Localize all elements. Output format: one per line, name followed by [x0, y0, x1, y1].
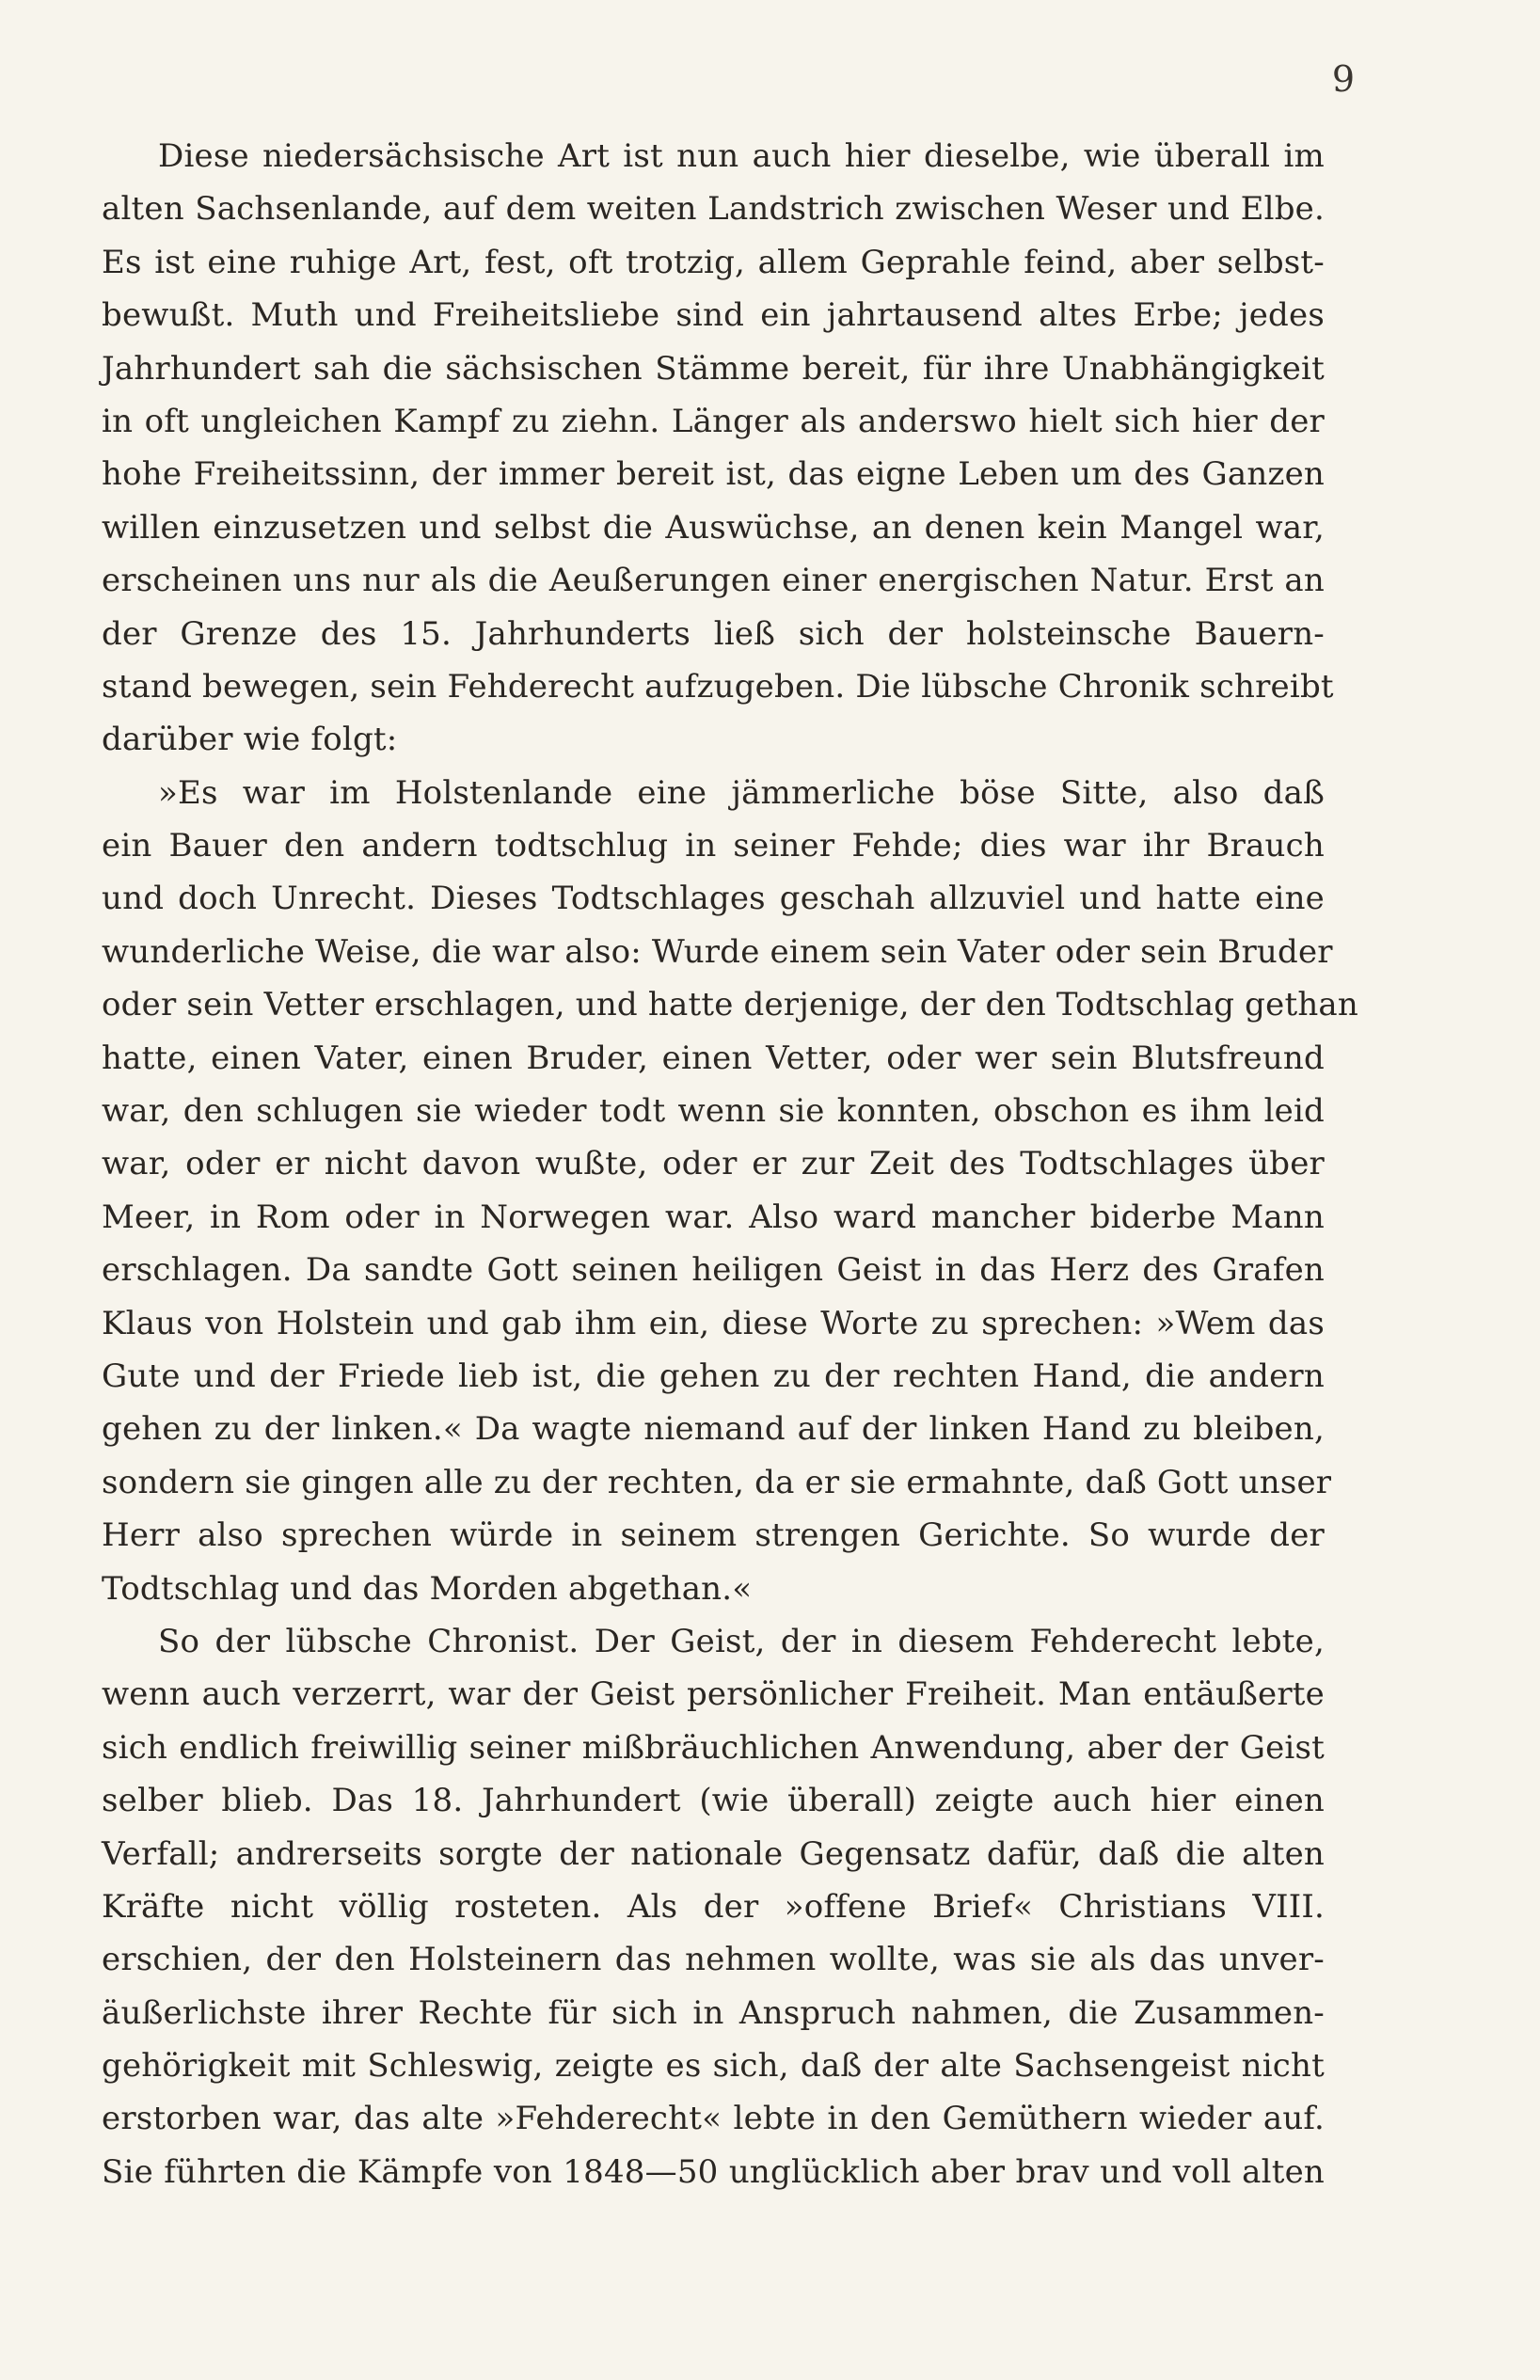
text-line: alten Sachsenlande, auf dem weiten Landstrich zwischen Weser und Elbe. [102, 190, 1325, 229]
text-line: So der lübsche Chronist. Der Geist, der in diesem Fehderecht lebte, [158, 1622, 1325, 1660]
text-line: oder sein Vetter erschlagen, und hatte derjenige, der den Todtschlag gethan [102, 986, 1358, 1024]
text-line: und doch Unrecht. Dieses Todtschlages geschah allzuviel und hatte eine [102, 880, 1325, 918]
text-line: war, den schlugen sie wieder todt wenn sie konnten, obschon es ihm leid [102, 1092, 1325, 1131]
text-line: Meer, in Rom oder in Norwegen war. Also ward mancher biderbe Mann [102, 1198, 1325, 1236]
text-line: darüber wie folgt: [102, 721, 398, 759]
text-line: Diese niedersächsische Art ist nun auch hier dieselbe, wie überall im [158, 137, 1325, 175]
text-line: gehörigkeit mit Schleswig, zeigte es sich, daß der alte Sachsengeist nicht [102, 2047, 1325, 2086]
text-line: Es ist eine ruhige Art, fest, oft trotzig, allem Geprahle feind, aber selbst- [102, 243, 1325, 281]
text-line: in oft ungleichen Kampf zu ziehn. Länger als anderswo hielt sich hier der [102, 402, 1325, 440]
text-line: hohe Freiheitssinn, der immer bereit ist, das eigne Leben um des Ganzen [102, 455, 1325, 494]
text-line: hatte, einen Vater, einen Bruder, einen Vetter, oder wer sein Blutsfreund [102, 1039, 1325, 1077]
text-line: Sie führten die Kämpfe von 1848—50 unglücklich aber brav und voll alten [102, 2152, 1325, 2191]
text-line: äußerlichste ihrer Rechte für sich in Anspruch nahmen, die Zusammen- [102, 1993, 1325, 2032]
text-line: Herr also sprechen würde in seinem strengen Gerichte. So wurde der [102, 1516, 1325, 1555]
text-line: gehen zu der linken.« Da wagte niemand auf der linken Hand zu bleiben, [102, 1410, 1325, 1449]
text-line: der Grenze des 15. Jahrhunderts ließ sich der holsteinsche Bauern- [102, 614, 1325, 653]
text-line: wunderliche Weise, die war also: Wurde einem sein Vater oder sein Bruder [102, 932, 1333, 971]
page-number: 9 [1331, 58, 1355, 100]
text-line: Todtschlag und das Morden abgethan.« [102, 1569, 753, 1608]
text-line: Jahrhundert sah die sächsischen Stämme bereit, für ihre Unabhängigkeit [102, 349, 1325, 388]
text-line: wenn auch verzerrt, war der Geist persönlicher Freiheit. Man entäußerte [102, 1675, 1325, 1714]
text-line: erscheinen uns nur als die Aeußerungen einer energischen Natur. Erst an [102, 562, 1325, 600]
text-line: »Es war im Holstenlande eine jämmerliche böse Sitte, also daß [158, 773, 1325, 812]
text-line: Verfall; andrerseits sorgte der nationale Gegensatz dafür, daß die alten [102, 1834, 1325, 1873]
text-line: sondern sie gingen alle zu der rechten, da er sie ermahnte, daß Gott unser [102, 1463, 1332, 1501]
text-line: ein Bauer den andern todtschlug in seiner Fehde; dies war ihr Brauch [102, 827, 1325, 865]
text-line: war, oder er nicht davon wußte, oder er zur Zeit des Todtschlages über [102, 1145, 1325, 1183]
text-line: sich endlich freiwillig seiner mißbräuchlichen Anwendung, aber der Geist [102, 1728, 1325, 1767]
text-line: bewußt. Muth und Freiheitsliebe sind ein jahrtausend altes Erbe; jedes [102, 296, 1325, 335]
text-line: erstorben war, das alte »Fehderecht« lebte in den Gemüthern wieder auf. [102, 2100, 1325, 2138]
body-text [102, 130, 1358, 2198]
text-line: willen einzusetzen und selbst die Auswüchse, an denen kein Mangel war, [102, 508, 1325, 547]
text-line: Klaus von Holstein und gab ihm ein, diese Worte zu sprechen: »Wem das [102, 1304, 1325, 1342]
text-line: selber blieb. Das 18. Jahrhundert (wie überall) zeigte auch hier einen [102, 1782, 1325, 1820]
text-line: Kräfte nicht völlig rosteten. Als der »offene Brief« Christians VIII. [102, 1887, 1325, 1926]
text-line: stand bewegen, sein Fehderecht aufzugeben. Die lübsche Chronik schreibt [102, 667, 1334, 706]
text-line: Gute und der Friede lieb ist, die gehen zu der rechten Hand, die andern [102, 1357, 1325, 1395]
text-line: erschlagen. Da sandte Gott seinen heiligen Geist in das Herz des Grafen [102, 1251, 1325, 1290]
text-line: erschien, der den Holsteinern das nehmen wollte, was sie als das unver- [102, 1941, 1325, 1979]
